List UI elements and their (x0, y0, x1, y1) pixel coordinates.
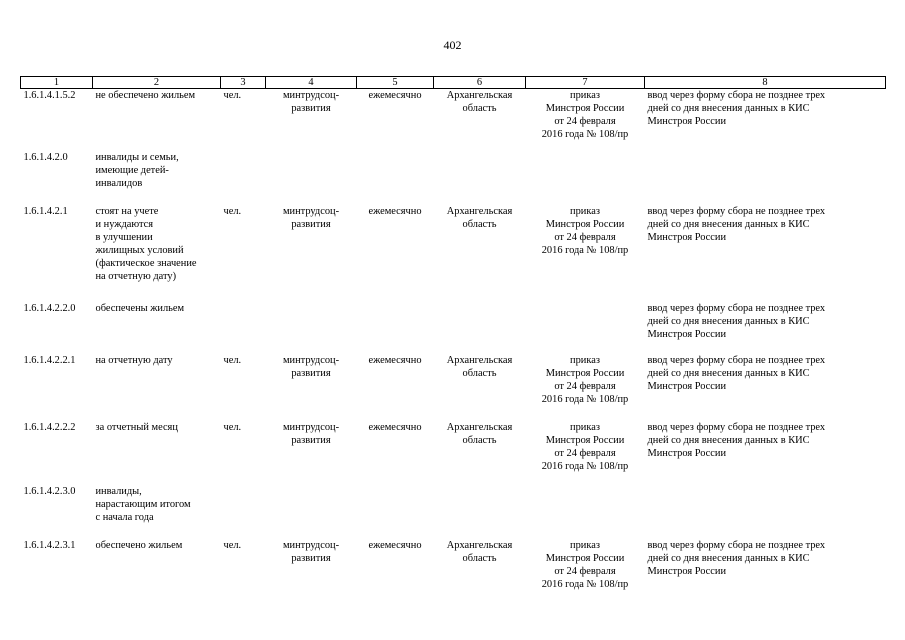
row-frequency-text: ежемесячно (368, 539, 422, 551)
table-row (21, 421, 886, 485)
row-unit (221, 302, 266, 354)
row-territory (434, 421, 526, 485)
table-row (21, 539, 886, 599)
row-territory (434, 485, 526, 539)
row-source-text: минтрудсоц- развития (282, 205, 340, 230)
row-basis (526, 302, 645, 354)
row-name-text: инвалиды и семьи, имеющие детей- инвалидов (95, 151, 179, 189)
row-method-text: ввод через форму сбора не позднее трех дней со дня внесения данных в КИС Минстроя России (647, 90, 826, 127)
row-basis-text: приказ Минстроя России от 24 февраля 2016 года № 108/пр (541, 205, 629, 256)
row-name (93, 205, 221, 302)
row-unit-text: чел. (223, 354, 242, 366)
row-unit (221, 354, 266, 421)
row-code (21, 539, 93, 599)
row-code-text: 1.6.1.4.2.2.0 (23, 302, 76, 314)
row-territory (434, 302, 526, 354)
row-frequency-text: ежемесячно (368, 354, 422, 366)
table-row (21, 151, 886, 205)
row-frequency (357, 354, 434, 421)
column-header: 1 (21, 77, 93, 89)
row-territory-text: Архангельская область (446, 421, 513, 446)
row-frequency (357, 89, 434, 151)
row-source (266, 205, 357, 302)
row-basis (526, 354, 645, 421)
row-name-text: не обеспечено жильем (95, 90, 196, 101)
row-method (645, 539, 886, 599)
row-basis (526, 539, 645, 599)
row-name (93, 89, 221, 151)
row-basis (526, 151, 645, 205)
row-code-text: 1.6.1.4.2.2.2 (23, 421, 76, 433)
row-frequency (357, 151, 434, 205)
column-header: 4 (266, 77, 357, 89)
row-name-text: за отчетный месяц (95, 421, 178, 433)
row-territory (434, 205, 526, 302)
row-name (93, 354, 221, 421)
row-method (645, 302, 886, 354)
row-method (645, 421, 886, 485)
table-row (21, 205, 886, 302)
row-code-text: 1.6.1.4.2.3.0 (23, 485, 76, 497)
row-name (93, 485, 221, 539)
row-basis (526, 485, 645, 539)
row-source-text: минтрудсоц- развития (282, 90, 340, 114)
table-row (21, 89, 886, 151)
header-row (21, 77, 886, 89)
row-territory (434, 89, 526, 151)
indicator-table (20, 76, 886, 599)
row-basis-text: приказ Минстроя России от 24 февраля 2016 года № 108/пр (541, 421, 629, 472)
row-code (21, 89, 93, 151)
row-code (21, 205, 93, 302)
row-source-text: минтрудсоц- развития (282, 421, 340, 446)
row-frequency-text: ежемесячно (368, 205, 422, 217)
row-basis (526, 205, 645, 302)
column-header: 2 (93, 77, 221, 89)
column-header: 5 (357, 77, 434, 89)
column-header: 3 (221, 77, 266, 89)
row-territory (434, 354, 526, 421)
row-unit (221, 421, 266, 485)
row-source (266, 89, 357, 151)
row-method (645, 89, 886, 151)
row-territory-text: Архангельская область (446, 90, 513, 114)
row-frequency (357, 205, 434, 302)
row-name-text: на отчетную дату (95, 354, 173, 366)
row-name (93, 302, 221, 354)
row-name-text: стоят на учете и нуждаются в улучшении жилищных условий (фактическое значение на отчетную дату) (95, 205, 197, 282)
row-unit (221, 485, 266, 539)
row-method (645, 354, 886, 421)
row-frequency (357, 485, 434, 539)
row-name-text: обеспечено жильем (95, 539, 183, 551)
row-name-text: обеспечены жильем (95, 302, 185, 314)
table-row (21, 485, 886, 539)
row-code (21, 485, 93, 539)
row-method-text: ввод через форму сбора не позднее трех дней со дня внесения данных в КИС Минстроя России (647, 421, 826, 459)
row-name (93, 539, 221, 599)
row-territory (434, 539, 526, 599)
row-method-text: ввод через форму сбора не позднее трех дней со дня внесения данных в КИС Минстроя России (647, 354, 826, 392)
column-header: 6 (434, 77, 526, 89)
row-unit (221, 539, 266, 599)
row-method-text: ввод через форму сбора не позднее трех дней со дня внесения данных в КИС Минстроя России (647, 302, 826, 340)
row-source (266, 151, 357, 205)
row-code (21, 302, 93, 354)
row-source (266, 354, 357, 421)
row-source (266, 485, 357, 539)
row-frequency (357, 539, 434, 599)
row-frequency (357, 421, 434, 485)
row-name (93, 421, 221, 485)
row-name-text: инвалиды, нарастающим итогом с начала года (95, 485, 191, 523)
row-method (645, 485, 886, 539)
row-unit-text: чел. (223, 90, 242, 101)
row-territory-text: Архангельская область (446, 354, 513, 379)
row-unit-text: чел. (223, 421, 242, 433)
row-code-text: 1.6.1.4.2.3.1 (23, 539, 76, 551)
row-basis-text: приказ Минстроя России от 24 февраля 2016 года № 108/пр (541, 539, 629, 590)
row-territory-text: Архангельская область (446, 205, 513, 230)
row-source (266, 302, 357, 354)
row-code-text: 1.6.1.4.2.0 (23, 151, 68, 163)
row-territory-text: Архангельская область (446, 539, 513, 564)
row-source-text: минтрудсоц- развития (282, 354, 340, 379)
row-method-text: ввод через форму сбора не позднее трех дней со дня внесения данных в КИС Минстроя России (647, 205, 826, 243)
row-method (645, 151, 886, 205)
row-code (21, 151, 93, 205)
page-number: 402 (443, 38, 462, 52)
row-unit (221, 89, 266, 151)
row-code (21, 421, 93, 485)
row-code-text: 1.6.1.4.1.5.2 (23, 90, 76, 101)
row-code-text: 1.6.1.4.2.2.1 (23, 354, 76, 366)
row-code-text: 1.6.1.4.2.1 (23, 205, 68, 217)
row-source (266, 539, 357, 599)
row-frequency-text: ежемесячно (368, 421, 422, 433)
row-unit (221, 205, 266, 302)
row-method-text: ввод через форму сбора не позднее трех дней со дня внесения данных в КИС Минстроя России (647, 539, 826, 577)
row-basis-text: приказ Минстроя России от 24 февраля 2016 года № 108/пр (541, 90, 629, 140)
row-unit (221, 151, 266, 205)
row-basis (526, 89, 645, 151)
row-unit-text: чел. (223, 539, 242, 551)
row-basis-text: приказ Минстроя России от 24 февраля 2016 года № 108/пр (541, 354, 629, 405)
row-name (93, 151, 221, 205)
table-body (21, 89, 886, 599)
row-frequency (357, 302, 434, 354)
column-header: 8 (645, 77, 886, 89)
row-source-text: минтрудсоц- развития (282, 539, 340, 564)
row-territory (434, 151, 526, 205)
row-method (645, 205, 886, 302)
row-code (21, 354, 93, 421)
table-row (21, 302, 886, 354)
column-header: 7 (526, 77, 645, 89)
table-row (21, 354, 886, 421)
row-frequency-text: ежемесячно (368, 90, 422, 101)
row-unit-text: чел. (223, 205, 242, 217)
row-source (266, 421, 357, 485)
row-basis (526, 421, 645, 485)
